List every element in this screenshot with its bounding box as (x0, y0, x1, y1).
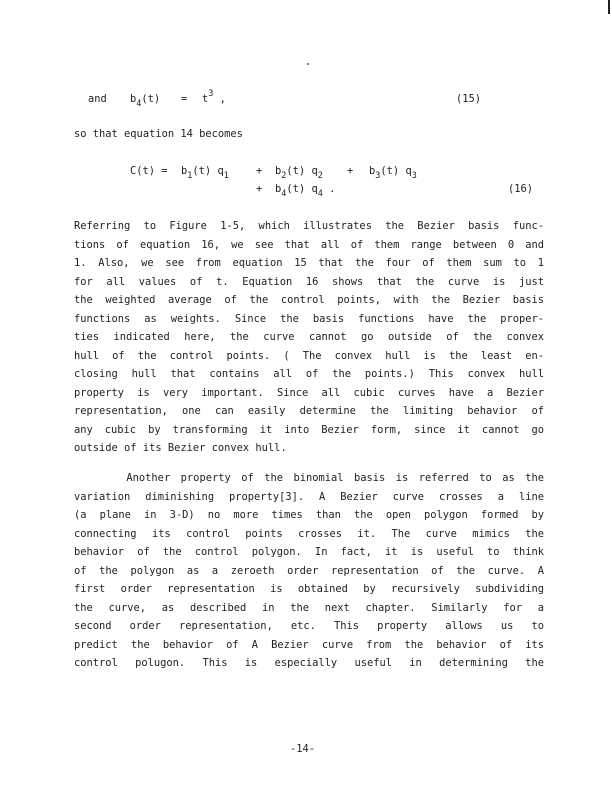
scan-speck (307, 63, 309, 65)
eq16-number: (16) (508, 183, 534, 195)
eq15-lead-word: and (88, 93, 107, 105)
text-line: behavior of the control polygon. In fact, it is useful to think (74, 546, 544, 558)
text-line: the weighted average of the control points, with the Bezier basis (74, 294, 544, 306)
text-line: for all values of t. Equation 16 shows that the curve is just (74, 275, 544, 288)
eq15-equals: = (181, 93, 188, 105)
eq16-term-1: $b_1(t)$ $q_1$ (181, 165, 229, 181)
text-line: hull of the control points. ( The convex hull is the least en- (74, 349, 544, 362)
eq16-op-2: + (347, 165, 354, 177)
text-line: control polugon. This is especially useful in determining the (74, 657, 544, 669)
eq16-term-3: $b_3(t)$ $q_3$ (369, 165, 417, 181)
text-line: representation, one can easily determine the limiting behavior of (74, 405, 544, 417)
text-line: variation diminishing property[3]. A Bezier curve crosses a line (74, 490, 544, 503)
eq16-lhs: C(t) = (130, 165, 168, 177)
text-line: of the polygon as a zeroeth order representation of the curve. A (74, 564, 544, 577)
text-line: tions of equation 16, we see that all of them range between 0 and (74, 238, 544, 251)
text-line: the curve, as described in the next chapter. Similarly for a (74, 601, 544, 614)
page-number: -14- (290, 743, 316, 755)
text-line: ties indicated here, the curve cannot go outside of the convex (74, 331, 544, 343)
text-line: connecting its control points crosses it. The curve mimics the (74, 527, 544, 540)
eq16-term-4: $b_4(t)$ $q_4$ . (275, 183, 336, 199)
text-line: second order representation, etc. This property allows us to (74, 620, 544, 632)
text-line: 1. Also, we see from equation 15 that the four of them sum to 1 (74, 257, 544, 269)
eq16-op-1: + (256, 165, 263, 177)
text-line: closing hull that contains all of the points.) This convex hull (74, 368, 544, 380)
eq15-function: $b_4(t)$ (130, 93, 161, 109)
text-line: first order representation is obtained by recursively subdividing (74, 583, 544, 595)
text-line: predict the behavior of A Bezier curve from the behavior of its (74, 638, 544, 651)
eq15-number: (15) (456, 93, 482, 105)
text-line: Referring to Figure 1-5, which illustrates the Bezier basis func- (74, 220, 544, 232)
eq16-term-2: $b_2(t)$ $q_2$ (275, 165, 323, 181)
transition-text: so that equation 14 becomes (74, 128, 243, 140)
eq16-op-line2: + (256, 183, 263, 195)
text-line: functions as weights. Since the basis functions have the proper- (74, 312, 544, 325)
eq15-rhs: $t^3$ , (202, 89, 226, 105)
text-line: property is very important. Since all cubic curves have a Bezier (74, 386, 544, 399)
scan-edge-mark (608, 0, 610, 14)
text-line: Another property of the binomial basis is referred to as the (74, 472, 544, 484)
text-line: any cubic by transforming it into Bezier form, since it cannot go (74, 423, 544, 436)
text-line: (a plane in 3-D) no more times than the open polygon formed by (74, 509, 544, 521)
text-line: outside of its Bezier convex hull. (74, 442, 287, 454)
